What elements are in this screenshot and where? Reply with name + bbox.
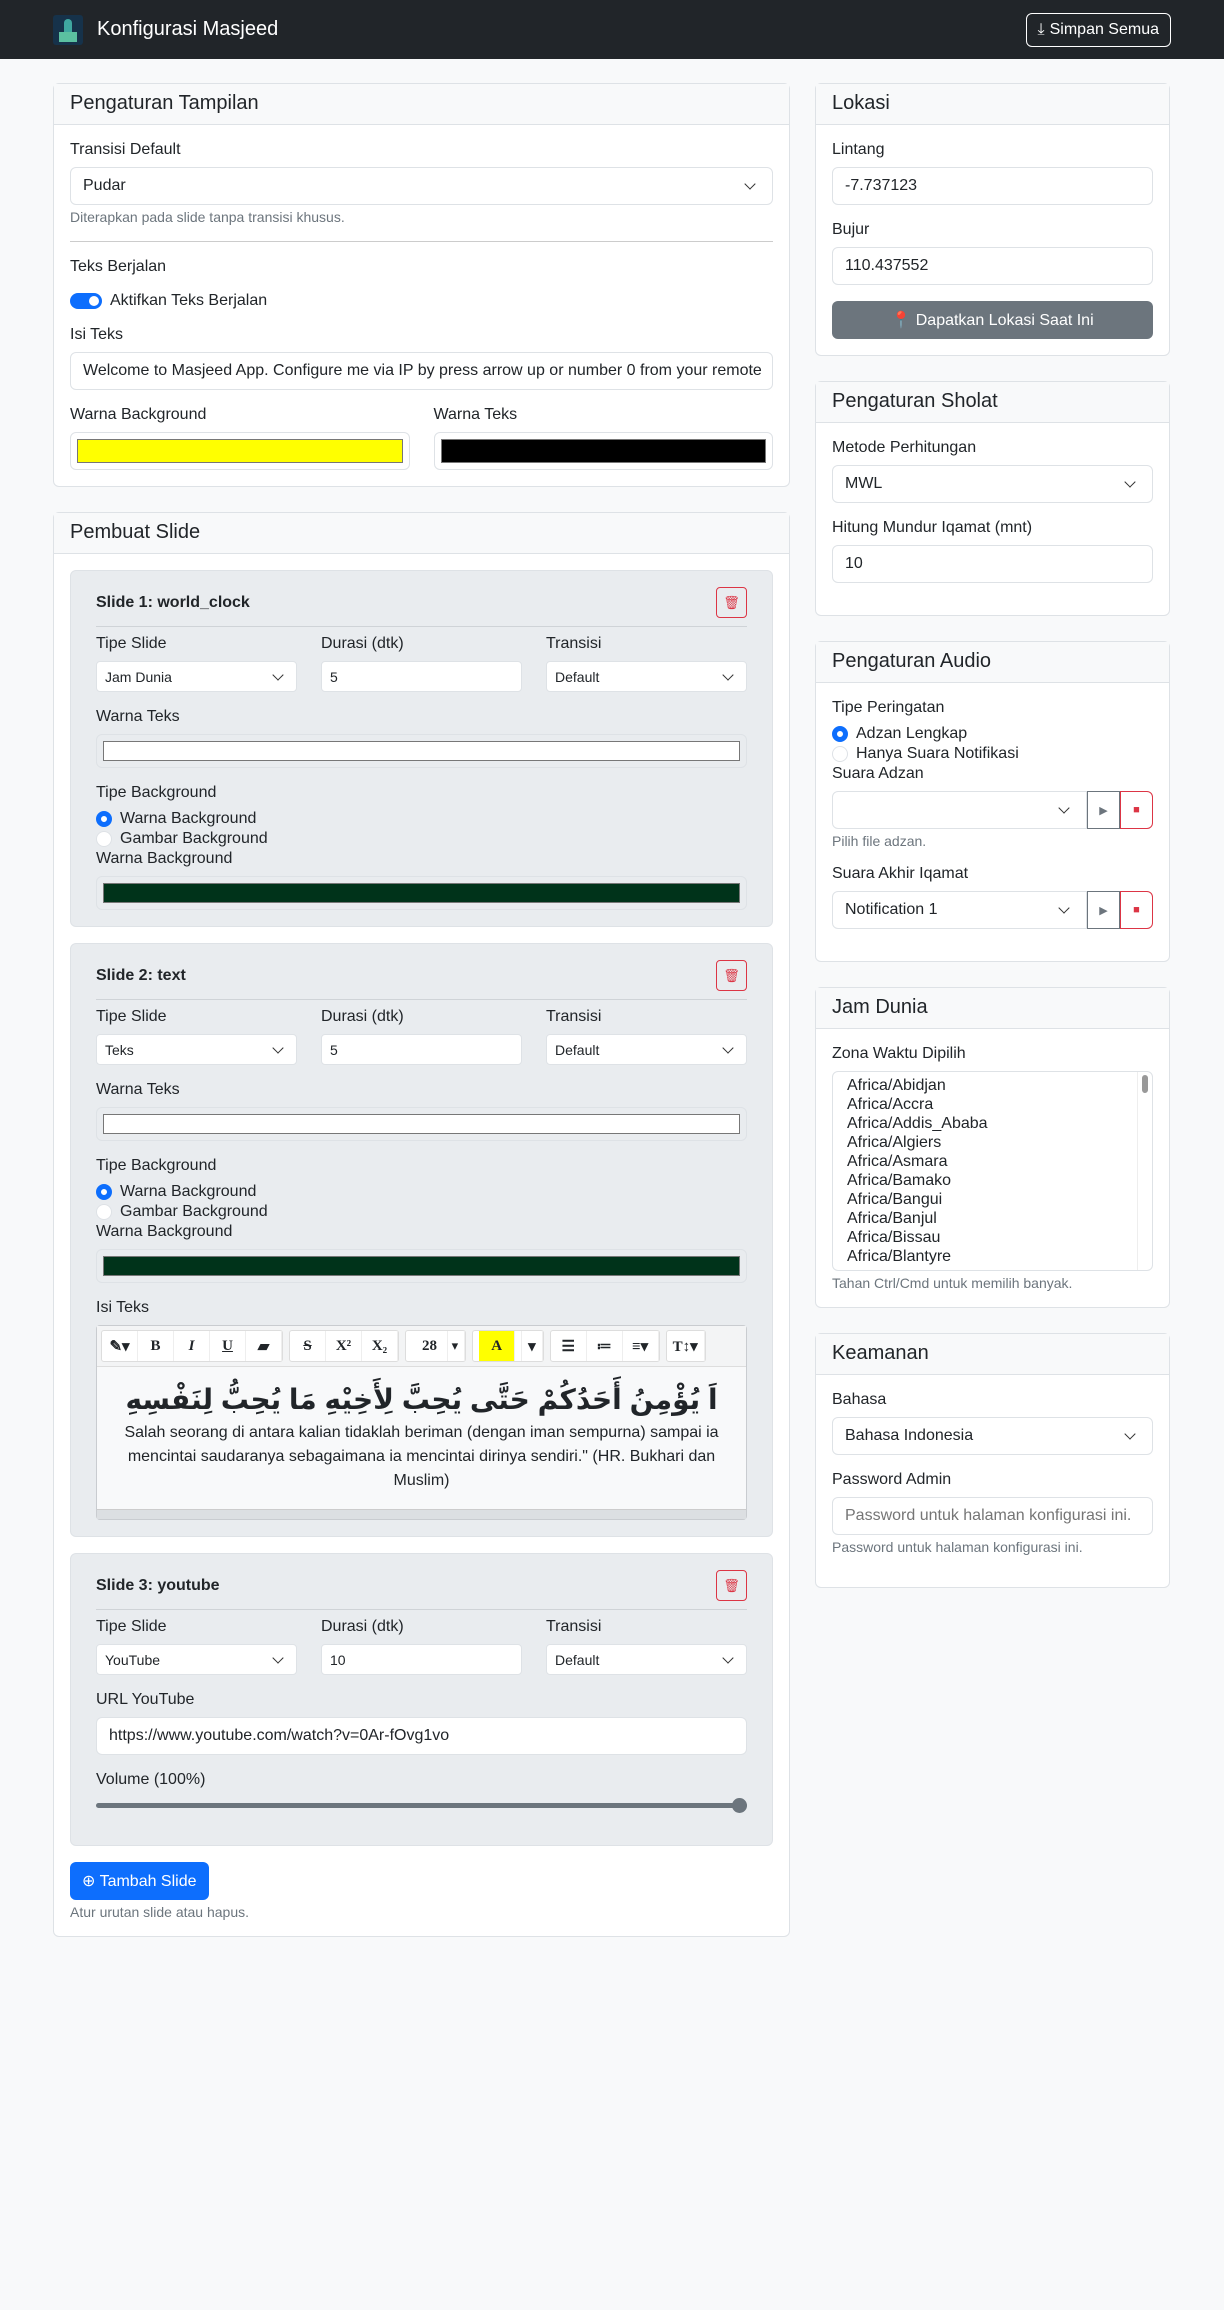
slide-item bbox=[70, 570, 773, 927]
slide-type-select[interactable] bbox=[96, 1034, 297, 1065]
bold-button[interactable]: B bbox=[138, 1331, 174, 1361]
slider-thumb[interactable] bbox=[732, 1798, 747, 1813]
select-value: Pudar bbox=[83, 177, 126, 194]
input-value: -7.737123 bbox=[845, 177, 918, 194]
volume-slider[interactable] bbox=[96, 1797, 747, 1813]
download-icon: ⤓ bbox=[1037, 20, 1045, 38]
card-title: Keamanan bbox=[816, 1334, 1169, 1375]
timezone-option[interactable]: Africa/Banjul bbox=[847, 1210, 937, 1227]
card-title: Pembuat Slide bbox=[54, 513, 789, 554]
radio-label: Warna Background bbox=[120, 1183, 257, 1200]
help-text: Atur urutan slide atau hapus. bbox=[70, 1904, 250, 1920]
label: Durasi (dtk) bbox=[321, 1008, 404, 1025]
rich-text-editor bbox=[96, 1325, 747, 1520]
color-swatch bbox=[103, 883, 740, 903]
toggle-label: Aktifkan Teks Berjalan bbox=[110, 292, 268, 309]
radio-bg-color[interactable] bbox=[96, 810, 747, 828]
color-swatch bbox=[103, 1256, 740, 1276]
divider bbox=[70, 241, 773, 242]
default-transition-select[interactable] bbox=[70, 167, 773, 205]
label: Isi Teks bbox=[70, 326, 124, 343]
eraser-icon[interactable]: ▰ bbox=[246, 1331, 282, 1361]
select-value: YouTube bbox=[105, 1651, 161, 1668]
chevron-down-icon bbox=[1058, 802, 1069, 813]
radio-bg-color[interactable] bbox=[96, 1183, 747, 1201]
help-text: Pilih file adzan. bbox=[832, 833, 927, 849]
stop-button[interactable]: ■ bbox=[1120, 891, 1153, 929]
label: Bahasa bbox=[832, 1391, 887, 1408]
label: Tipe Background bbox=[96, 1157, 217, 1174]
label: Warna Background bbox=[70, 406, 207, 423]
select-value: Jam Dunia bbox=[105, 668, 172, 685]
chevron-down-icon bbox=[722, 1042, 733, 1053]
play-button[interactable]: ▶ bbox=[1087, 891, 1120, 929]
input-value: 10 bbox=[330, 1651, 346, 1668]
input-value: https://www.youtube.com/watch?v=0Ar-fOvg1vo bbox=[109, 1727, 450, 1744]
label: Warna Teks bbox=[96, 708, 180, 725]
play-button[interactable]: ▶ bbox=[1087, 791, 1120, 829]
input-value: 110.437552 bbox=[845, 257, 929, 274]
ticker-toggle[interactable] bbox=[70, 292, 773, 310]
chevron-down-icon bbox=[272, 1042, 283, 1053]
input-value: Welcome to Masjeed App. Configure me via IP by press arrow up or number 0 from your remote bbox=[83, 362, 762, 379]
section-title: Teks Berjalan bbox=[70, 258, 167, 275]
scrollbar[interactable] bbox=[1137, 1072, 1152, 1270]
select-value: Default bbox=[555, 668, 600, 685]
card-title: Pengaturan Sholat bbox=[816, 382, 1169, 423]
bg-color-picker[interactable] bbox=[96, 1249, 747, 1283]
label: Tipe Slide bbox=[96, 1008, 167, 1025]
label: Bujur bbox=[832, 221, 870, 238]
delete-slide-button[interactable] bbox=[716, 1570, 747, 1601]
save-all-button[interactable]: ⤓ Simpan Semua bbox=[1026, 13, 1171, 47]
chevron-down-icon bbox=[744, 178, 755, 189]
timezone-option[interactable]: Africa/Addis_Ababa bbox=[847, 1115, 988, 1132]
chevron-down-icon bbox=[722, 669, 733, 680]
adzan-sound-group bbox=[832, 791, 1153, 829]
italic-button[interactable]: I bbox=[174, 1331, 210, 1361]
label: Password Admin bbox=[832, 1471, 952, 1488]
trash-icon: 🗑 bbox=[723, 1577, 740, 1593]
trash-icon: 🗑 bbox=[723, 594, 740, 610]
color-swatch bbox=[103, 741, 740, 761]
label: URL YouTube bbox=[96, 1691, 195, 1708]
iqamat-sound-select[interactable] bbox=[832, 891, 1087, 929]
slide-item bbox=[70, 1553, 773, 1846]
stop-button[interactable]: ■ bbox=[1120, 791, 1153, 829]
timezone-option[interactable]: Africa/Asmara bbox=[847, 1153, 948, 1170]
transition-select[interactable] bbox=[546, 1644, 747, 1675]
chevron-down-icon bbox=[1124, 1428, 1135, 1439]
ticker-text-input[interactable] bbox=[70, 352, 773, 390]
label: Warna Teks bbox=[96, 1081, 180, 1098]
numbered-list-icon[interactable]: ≔ bbox=[587, 1331, 623, 1361]
radio-checked[interactable] bbox=[96, 1184, 112, 1200]
label: Warna Background bbox=[96, 1223, 233, 1240]
radio-bg-image[interactable] bbox=[96, 1203, 747, 1221]
label: Durasi (dtk) bbox=[321, 1618, 404, 1635]
duration-input[interactable] bbox=[321, 1034, 522, 1065]
app-title: Konfigurasi Masjeed bbox=[97, 18, 279, 40]
bg-color-picker[interactable] bbox=[70, 432, 410, 470]
color-swatch bbox=[77, 439, 403, 463]
label: Lintang bbox=[832, 141, 885, 158]
magic-style-icon[interactable]: ✎▾ bbox=[102, 1331, 138, 1361]
transition-select[interactable] bbox=[546, 1034, 747, 1065]
timezone-option[interactable]: Africa/Bissau bbox=[847, 1229, 941, 1246]
label: Metode Perhitungan bbox=[832, 439, 977, 456]
slide-title: Slide 2: text bbox=[96, 966, 186, 984]
display-settings-card bbox=[53, 83, 790, 487]
editor-content[interactable] bbox=[97, 1367, 746, 1509]
help-text: Diterapkan pada slide tanpa transisi khusus. bbox=[70, 209, 345, 225]
timezone-option[interactable]: Africa/Abidjan bbox=[847, 1077, 946, 1094]
line-height-icon[interactable]: T↕▾ bbox=[667, 1331, 705, 1361]
slide-builder-card bbox=[53, 512, 790, 1937]
radio-unchecked[interactable] bbox=[96, 1204, 112, 1220]
delete-slide-button[interactable] bbox=[716, 960, 747, 991]
radio-checked[interactable] bbox=[832, 726, 848, 742]
label: Transisi bbox=[546, 1008, 602, 1025]
trash-icon: 🗑 bbox=[723, 967, 740, 983]
toggle-switch[interactable] bbox=[70, 293, 102, 309]
timezone-option[interactable]: Africa/Bamako bbox=[847, 1172, 952, 1189]
duration-input[interactable] bbox=[321, 661, 522, 692]
chevron-down-icon bbox=[272, 1652, 283, 1663]
label: Tipe Slide bbox=[96, 1618, 167, 1635]
world-clock-card bbox=[815, 987, 1170, 1308]
help-text: Password untuk halaman konfigurasi ini. bbox=[832, 1539, 1083, 1555]
help-text: Tahan Ctrl/Cmd untuk memilih banyak. bbox=[832, 1275, 1073, 1291]
label: Hitung Mundur Iqamat (mnt) bbox=[832, 519, 1033, 536]
timezone-option[interactable]: Africa/Bangui bbox=[847, 1191, 943, 1208]
card-title: Jam Dunia bbox=[816, 988, 1169, 1029]
label: Durasi (dtk) bbox=[321, 635, 404, 652]
longitude-input[interactable] bbox=[832, 247, 1153, 285]
radio-notification-only[interactable] bbox=[832, 745, 1153, 763]
label: Warna Background bbox=[96, 850, 233, 867]
radio-checked[interactable] bbox=[96, 811, 112, 827]
radio-full-adzan[interactable] bbox=[832, 725, 1153, 743]
iqamah-countdown-input[interactable] bbox=[832, 545, 1153, 583]
location-card bbox=[815, 83, 1170, 356]
adzan-sound-select[interactable] bbox=[832, 791, 1087, 829]
get-location-button[interactable]: 📍 Dapatkan Lokasi Saat Ini bbox=[832, 301, 1153, 339]
label: Zona Waktu Dipilih bbox=[832, 1045, 966, 1062]
color-dropdown-icon[interactable]: ▾ bbox=[522, 1331, 543, 1361]
radio-unchecked[interactable] bbox=[96, 831, 112, 847]
calc-method-select[interactable] bbox=[832, 465, 1153, 503]
underline-button[interactable]: U bbox=[210, 1331, 246, 1361]
chevron-down-icon bbox=[1124, 476, 1135, 487]
radio-label: Warna Background bbox=[120, 810, 257, 827]
label: Tipe Peringatan bbox=[832, 699, 945, 716]
superscript-button[interactable]: X² bbox=[326, 1331, 362, 1361]
label: Volume (100%) bbox=[96, 1771, 206, 1788]
slide-type-select[interactable] bbox=[96, 661, 297, 692]
arabic-text: اَ يُؤْمِنُ أَحَدُكُمْ حَتَّى يُحِبَّ لِأَخِيْهِ مَا يُحِبُّ لِنَفْسِهِ bbox=[125, 1384, 718, 1415]
select-value: Bahasa Indonesia bbox=[845, 1427, 974, 1444]
highlight-color-button[interactable]: A bbox=[473, 1331, 522, 1361]
label: Tipe Background bbox=[96, 784, 217, 801]
navbar bbox=[0, 0, 1224, 59]
bullet-list-icon[interactable]: ☰ bbox=[551, 1331, 587, 1361]
select-value: Default bbox=[555, 1651, 600, 1668]
label: Transisi bbox=[546, 635, 602, 652]
youtube-url-input[interactable] bbox=[96, 1717, 747, 1755]
input-value: 5 bbox=[330, 1041, 338, 1058]
latitude-input[interactable] bbox=[832, 167, 1153, 205]
security-card bbox=[815, 1333, 1170, 1588]
input-value: 10 bbox=[845, 555, 863, 572]
editor-resize-handle[interactable] bbox=[97, 1509, 746, 1519]
audio-settings-card bbox=[815, 641, 1170, 962]
language-select[interactable] bbox=[832, 1417, 1153, 1455]
label: Suara Akhir Iqamat bbox=[832, 865, 969, 882]
radio-label: Adzan Lengkap bbox=[856, 725, 968, 742]
bg-color-picker[interactable] bbox=[96, 876, 747, 910]
editor-toolbar bbox=[97, 1326, 746, 1367]
chevron-down-icon bbox=[722, 1652, 733, 1663]
admin-password-input[interactable] bbox=[832, 1497, 1153, 1535]
chevron-down-icon bbox=[1058, 902, 1069, 913]
color-swatch bbox=[103, 1114, 740, 1134]
chevron-down-icon bbox=[272, 669, 283, 680]
slide-item bbox=[70, 943, 773, 1537]
delete-slide-button[interactable] bbox=[716, 587, 747, 618]
text-color-picker[interactable] bbox=[96, 1107, 747, 1141]
mosque-logo-icon bbox=[53, 15, 83, 45]
label: Transisi bbox=[546, 1618, 602, 1635]
radio-unchecked[interactable] bbox=[832, 746, 848, 762]
radio-label: Gambar Background bbox=[120, 1203, 268, 1220]
align-icon[interactable]: ≡▾ bbox=[623, 1331, 659, 1361]
radio-label: Hanya Suara Notifikasi bbox=[856, 745, 1019, 762]
text-color-picker[interactable] bbox=[96, 734, 747, 768]
strikethrough-button[interactable]: S bbox=[290, 1331, 326, 1361]
radio-bg-image[interactable] bbox=[96, 830, 747, 848]
slide-type-select[interactable] bbox=[96, 1644, 297, 1675]
prayer-settings-card bbox=[815, 381, 1170, 616]
timezone-option[interactable]: Africa/Blantyre bbox=[847, 1248, 952, 1265]
select-value: Teks bbox=[105, 1041, 134, 1058]
card-title: Pengaturan Audio bbox=[816, 642, 1169, 683]
select-value: Notification 1 bbox=[845, 901, 938, 918]
card-title: Pengaturan Tampilan bbox=[54, 84, 789, 125]
select-value: MWL bbox=[845, 475, 883, 492]
duration-input[interactable] bbox=[321, 1644, 522, 1675]
text-color-picker[interactable] bbox=[434, 432, 774, 470]
map-pin-icon: 📍 bbox=[891, 312, 912, 329]
slide-title: Slide 1: world_clock bbox=[96, 593, 250, 611]
select-value: Default bbox=[555, 1041, 600, 1058]
add-slide-button[interactable]: ⊕ Tambah Slide bbox=[70, 1862, 209, 1900]
card-title: Lokasi bbox=[816, 84, 1169, 125]
color-swatch bbox=[441, 439, 767, 463]
input-value: 5 bbox=[330, 668, 338, 685]
slider-track bbox=[96, 1803, 747, 1808]
label: Tipe Slide bbox=[96, 635, 167, 652]
label: Warna Teks bbox=[433, 406, 518, 423]
radio-label: Gambar Background bbox=[120, 830, 268, 847]
iqamat-sound-group bbox=[832, 891, 1153, 929]
font-size-select[interactable]: 28 ▾ bbox=[406, 1331, 465, 1361]
label: Suara Adzan bbox=[832, 765, 924, 782]
timezone-multiselect[interactable] bbox=[832, 1071, 1153, 1271]
slide-title: Slide 3: youtube bbox=[96, 1576, 220, 1594]
transition-select[interactable] bbox=[546, 661, 747, 692]
timezone-option[interactable]: Africa/Algiers bbox=[847, 1134, 942, 1151]
translation-text: Salah seorang di antara kalian tidaklah beriman (dengan iman sempurna) sampai ia mencintai saudaranya sebagaimana ia mencintai dirinya sendiri." (HR. Bukhari dan Muslim) bbox=[124, 1424, 719, 1489]
plus-circle-icon: ⊕ bbox=[82, 1873, 96, 1890]
label: Transisi Default bbox=[70, 141, 181, 158]
subscript-button[interactable]: X₂ bbox=[362, 1331, 398, 1361]
timezone-option[interactable]: Africa/Accra bbox=[847, 1096, 934, 1113]
label: Isi Teks bbox=[96, 1299, 150, 1316]
font-size-value: 28 bbox=[412, 1331, 448, 1361]
